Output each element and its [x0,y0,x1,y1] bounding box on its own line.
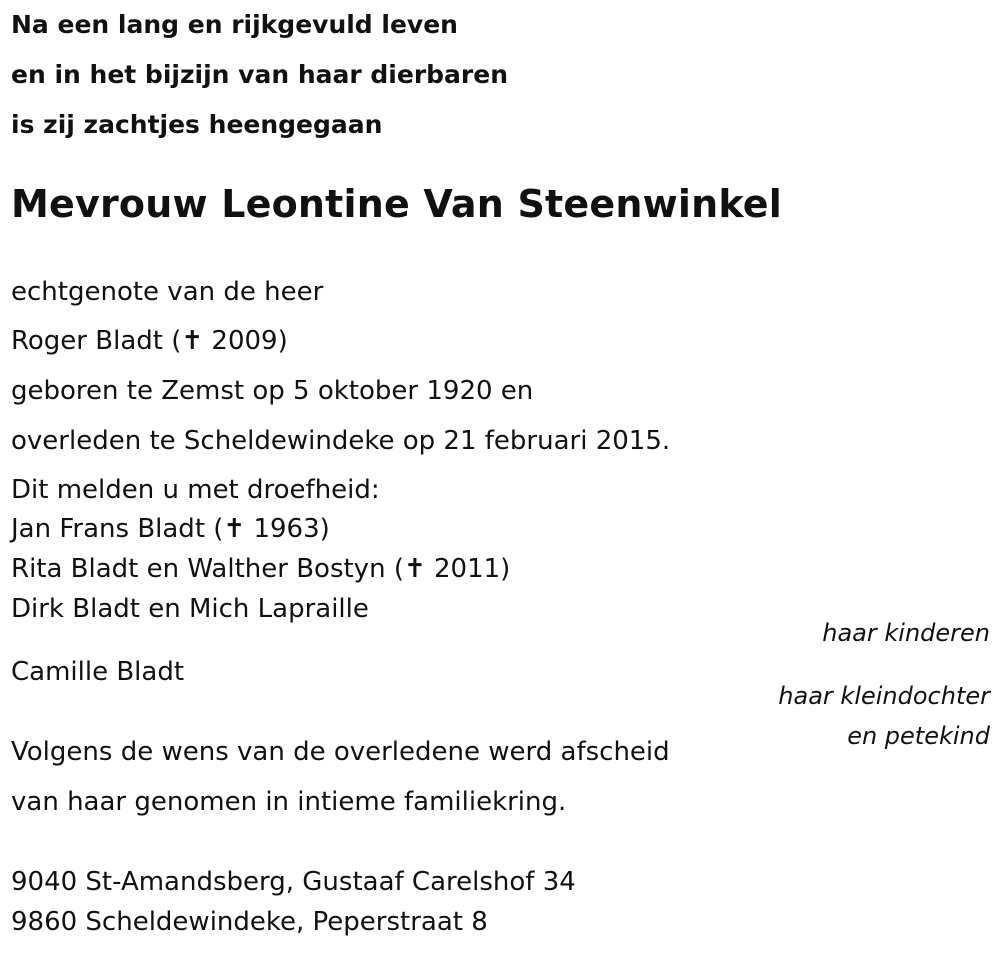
child-line-3: Dirk Bladt en Mich Lapraille [11,594,369,624]
detail-line-1: echtgenote van de heer [11,277,324,307]
announcement: Dit melden u met droefheid: [11,475,380,505]
granddaughter-relation-line-1: haar kleindochter [778,682,990,710]
intro-line-2: en in het bijzijn van haar dierbaren [11,60,508,89]
granddaughter-relation-line-2: en petekind [847,722,990,750]
intro-line-1: Na een lang en rijkgevuld leven [11,10,458,39]
intro-line-3: is zij zachtjes heengegaan [11,110,383,139]
detail-line-3: geboren te Zemst op 5 oktober 1920 en [11,376,534,406]
closing-line-1: Volgens de wens van de overledene werd afscheid [11,737,670,767]
detail-line-2: Roger Bladt (✝ 2009) [11,326,288,356]
children-relation: haar kinderen [822,619,990,647]
address-line-1: 9040 St-Amandsberg, Gustaaf Carelshof 34 [11,867,576,897]
child-line-1: Jan Frans Bladt (✝ 1963) [11,514,330,544]
child-line-2: Rita Bladt en Walther Bostyn (✝ 2011) [11,554,511,584]
closing-line-2: van haar genomen in intieme familiekring. [11,787,567,817]
detail-line-4: overleden te Scheldewindeke op 21 februari 2015. [11,426,671,456]
granddaughter: Camille Bladt [11,657,185,687]
address-line-2: 9860 Scheldewindeke, Peperstraat 8 [11,907,488,937]
deceased-name: Mevrouw Leontine Van Steenwinkel [11,182,783,226]
